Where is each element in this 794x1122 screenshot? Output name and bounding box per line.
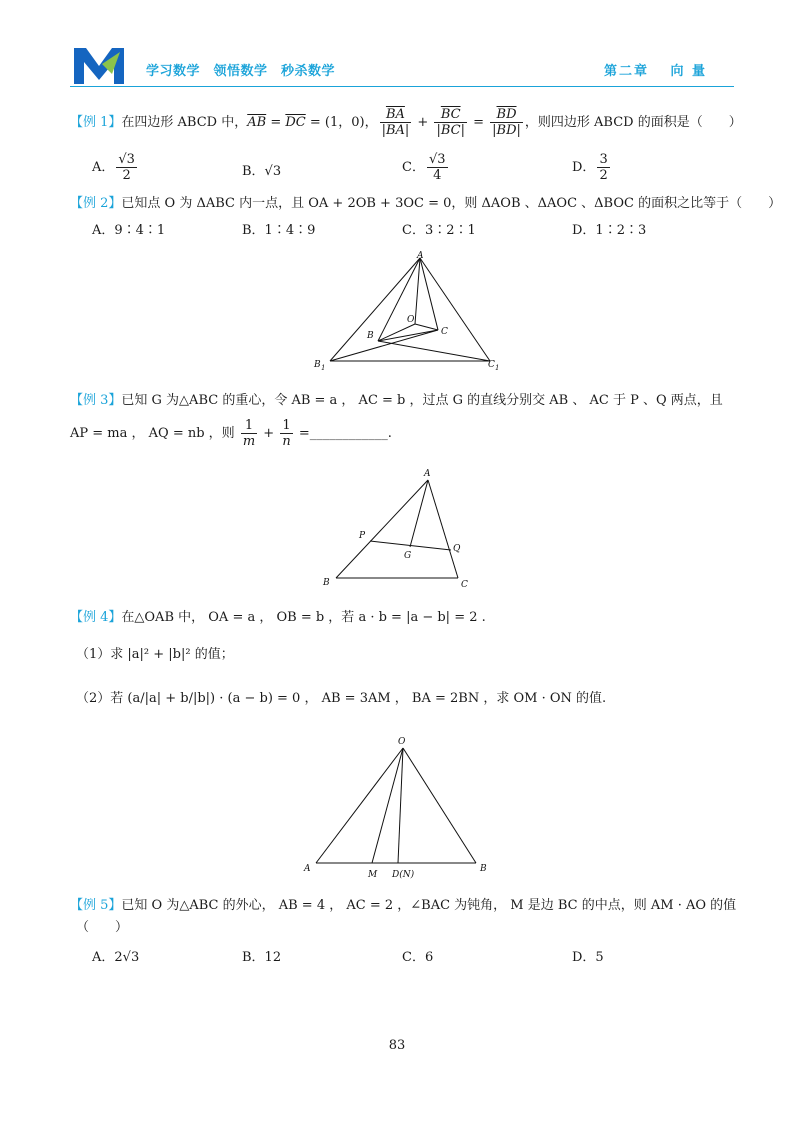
ex2-option-c[interactable]: C．3∶2∶1 [402,223,476,238]
ex1-option-a-den: 2 [122,168,131,183]
ex5-stem-line1 [70,897,736,915]
ex1-option-d[interactable] [572,152,612,183]
ex3-label-c: C [461,580,468,590]
ex2-option-a[interactable]: A．9∶4∶1 [92,223,166,238]
ex1-option-b[interactable]: B．√3 [242,164,282,179]
ex2-label-o: O [407,315,415,325]
ex3-line2a: AP = ma ， AQ = nb ，则 [70,426,239,441]
ex2-label-a: A [417,251,424,261]
ex4-label-b: B [480,864,487,874]
ex3-frac-2 [280,418,292,449]
ex1-option-c-num: √3 [428,152,446,167]
ex3-figure [318,465,478,590]
ex5-stem-line2: （ ） [76,920,129,935]
ex1-frac-2-den: |BC| [436,123,465,138]
ex1-frac-3-den: |BD| [492,123,521,138]
ex4-label-a: A [304,864,311,874]
ex2-text: 已知点 O 为 ΔABC 内一点，且 OA + 2OB + 3OC = 0，则 ΔAOB 、ΔAOC 、ΔBOC 的面积之比等于（ ） [121,196,782,211]
ex1-val: = (1，0)， [305,115,378,130]
header-rule [70,86,734,87]
ex4-figure [298,733,498,883]
ex1-tag: 【例 1】 [70,115,122,130]
ex4-label-m: M [368,870,378,880]
ex1-stem [70,107,742,138]
ex4-q2a: （2）若 [76,691,128,706]
ex1-option-a[interactable] [92,152,139,183]
ex5-option-d[interactable]: D．5 [572,950,604,965]
ex1-eq: = [266,115,286,130]
ex3-label-q: Q [453,544,461,554]
ex1-frac-1 [380,107,412,138]
ex1-option-c-den: 4 [433,168,442,183]
ex3-frac-1-den: m [242,434,256,449]
ex1-option-a-num: √3 [118,152,135,167]
ex3-stem-line2 [70,418,392,449]
ex2-figure [310,248,510,373]
ex2-label-c1: C [488,360,495,370]
ex3-label-a: A [424,469,431,479]
ex5-line1: 已知 O 为△ABC 的外心， AB = 4 ， AC = 2 ，∠BAC 为钝角， M 是边 BC 的中点，则 AM · AO 的值 [121,898,737,913]
ex2-option-b[interactable]: B．1∶4∶9 [242,223,316,238]
ex2-label-b1-sub: 1 [321,364,326,372]
ex1-text-a: 在四边形 ABCD 中， [121,115,248,130]
ex1-option-d-num: 3 [599,152,608,167]
ex3-answer-blank[interactable]: =____________. [294,426,392,441]
ex1-frac-1-num: $\overline{BA}$ [380,107,412,123]
ex3-frac-1 [241,418,257,449]
ex2-label-b1: B [314,360,321,370]
ex2-tag: 【例 2】 [70,196,122,211]
ex1-plus: + [413,115,433,130]
ex5-option-a[interactable]: A．2√3 [92,950,140,965]
ex4-line1: 在△OAB 中， OA = a ， OB = b ，若 a · b = |a − b| = 2 . [121,610,486,625]
ex3-frac-2-den: n [282,434,291,449]
ex4-stem [70,609,486,627]
logo-m-icon [72,44,126,86]
ex1-frac-2 [434,107,467,138]
ex1-option-d-label: D． [572,160,596,175]
header-chapter: 第二章 向 量 [604,64,708,79]
ex5-option-b[interactable]: B．12 [242,950,282,965]
page-number: 83 [388,1038,406,1053]
ex2-label-b: B [367,331,374,341]
ex3-tag: 【例 3】 [70,393,122,408]
ex3-frac-2-num: 1 [280,418,292,434]
ex3-label-b: B [323,578,330,588]
ex3-line1: 已知 G 为△ABC 的重心，令 AB = a ， AC = b ，过点 G 的直线分别交 AB 、 AC 于 P 、Q 两点，且 [121,393,723,408]
ex2-label-c: C [441,327,448,337]
ex4-label-o: O [398,737,406,747]
ex1-frac-3 [490,107,523,138]
ex3-plus: + [259,426,279,441]
ex1-frac-3-num: $\overline{BD}$ [490,107,523,123]
ex2-option-d[interactable]: D．1∶2∶3 [572,223,647,238]
ex3-frac-1-num: 1 [241,418,257,434]
ex1-option-c[interactable] [402,152,450,183]
ex1-vec-ab: $\overline{AB}$ [247,115,267,130]
ex2-stem [70,195,781,213]
ex1-text-b: ，则四边形 ABCD 的面积是（ ） [524,115,742,130]
ex4-question-1: （1）求 |a|² + |b|² 的值； [76,647,234,662]
ex3-label-p: P [359,531,366,541]
ex1-eq2: = [468,115,489,130]
ex4-label-dn: D(N) [392,870,415,880]
ex1-option-d-den: 2 [599,168,608,183]
brand-logo [72,44,126,86]
ex4-q2b: (a/|a| + b/|b|) · (a − b) = 0 ， AB = 3AM ， BA = 2BN ，求 OM · ON 的值. [127,691,607,706]
ex5-option-c[interactable]: C．6 [402,950,434,965]
ex3-label-g: G [404,551,412,561]
ex1-option-c-label: C． [402,160,425,175]
ex3-stem-line1 [70,392,723,410]
ex1-option-a-label: A． [92,160,115,175]
ex2-label-c1-sub: 1 [495,364,500,372]
header-slogan: 学习数学 领悟数学 秒杀数学 [146,64,336,79]
ex5-tag: 【例 5】 [70,898,122,913]
ex4-question-2 [76,690,606,708]
ex4-tag: 【例 4】 [70,610,122,625]
ex1-vec-dc: $\overline{DC}$ [285,115,306,130]
ex1-frac-2-num: $\overline{BC}$ [434,107,467,123]
ex1-frac-1-den: |BA| [381,123,410,138]
